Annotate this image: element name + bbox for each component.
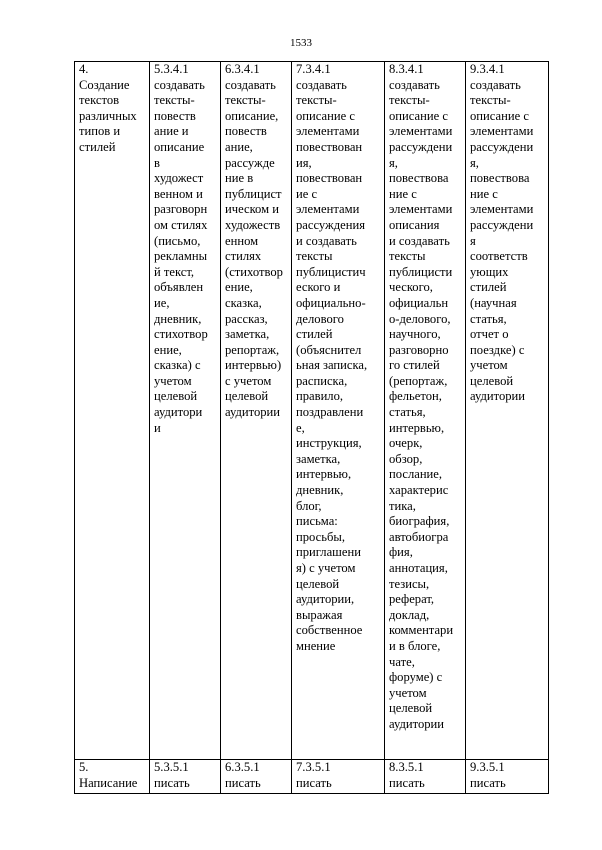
grade-9-cell: 9.3.5.1 писать	[466, 760, 549, 794]
grade-8-cell: 8.3.4.1 создавать тексты- описание с элементами рассуждени я, повествова ние с элементами описания и создавать тексты публицисти ческого, официальн о-делового, научного, разговорно го стилей (репортаж, фельетон, статья, интервью, очерк, обзор, послание, характерис тика, биография, автобиогра фия, аннотация, тезисы, реферат, доклад, комментари и в блоге, чате, форуме) с учетом целевой аудитории	[385, 62, 466, 760]
grade-7-cell: 7.3.4.1 создавать тексты- описание с элементами повествован ия, повествован ие с элементами рассуждения и создавать тексты публицистич еского и официально- делового стилей (объяснител ьная записка, расписка, правило, поздравлени е, инструкция, заметка, интервью, дневник, блог, письма: просьбы, приглашени я) с учетом целевой аудитории, выражая собственное мнение	[292, 62, 385, 760]
grade-5-cell: 5.3.4.1 создавать тексты- повеств ание и описание в художест венном и разговорн ом стилях (письмо, рекламны й текст, объявлен ие, дневник, стихотвор ение, сказка) с учетом целевой аудитори и	[150, 62, 221, 760]
grade-7-cell: 7.3.5.1 писать	[292, 760, 385, 794]
table-row	[75, 62, 549, 760]
section-cell: 5. Написание	[75, 760, 150, 794]
curriculum-table	[74, 61, 549, 794]
grade-6-cell: 6.3.4.1 создавать тексты- описание, повеств ание, рассужде ние в публицист ическом и художеств енном стилях (стихотвор ение, сказка, рассказ, заметка, репортаж, интервью) с учетом целевой аудитории	[221, 62, 292, 760]
grade-6-cell: 6.3.5.1 писать	[221, 760, 292, 794]
table-row	[75, 760, 549, 794]
grade-8-cell: 8.3.5.1 писать	[385, 760, 466, 794]
page-number: 1533	[290, 37, 312, 49]
grade-5-cell: 5.3.5.1 писать	[150, 760, 221, 794]
section-cell: 4. Создание текстов различных типов и стилей	[75, 62, 150, 760]
grade-9-cell: 9.3.4.1 создавать тексты- описание с элементами рассуждени я, повествова ние с элементами рассуждени я соответств ующих стилей (научная статья, отчет о поездке) с учетом целевой аудитории	[466, 62, 549, 760]
